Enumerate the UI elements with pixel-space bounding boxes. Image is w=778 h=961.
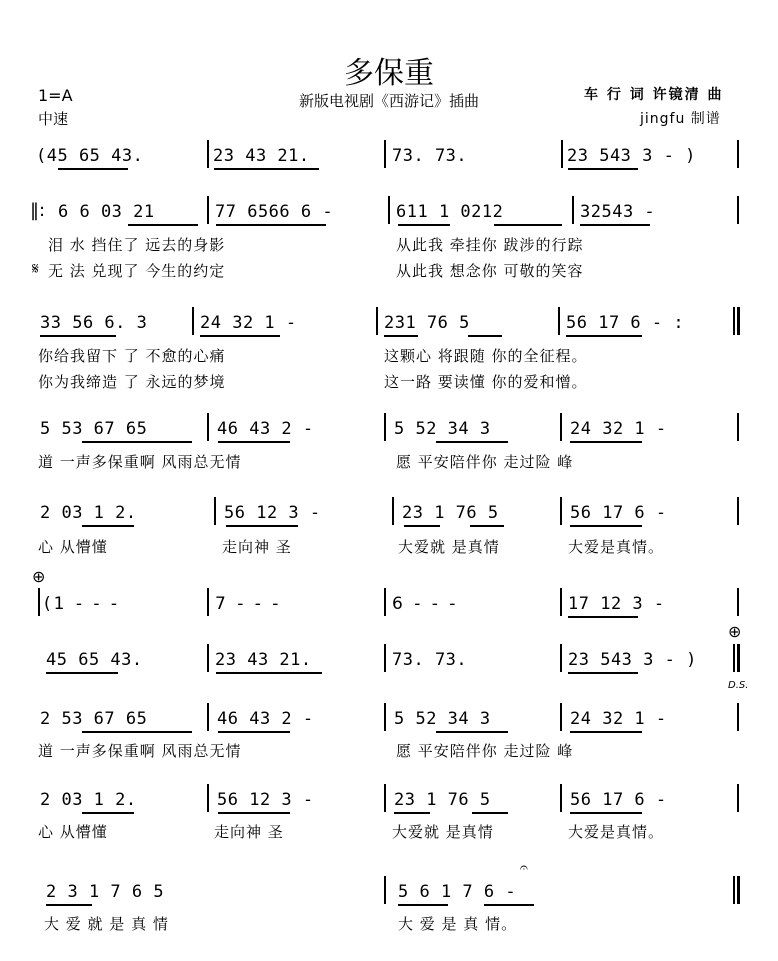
lyric-2b-left: 无 法 兑现了 今生的约定 bbox=[48, 262, 226, 280]
measure-34: 56 12 3 - bbox=[217, 790, 314, 810]
lyric-9-c: 大爱就 是真情 bbox=[392, 823, 494, 841]
measure-29: 2 53 67 65 bbox=[40, 709, 148, 729]
tempo-marking: 中速 bbox=[38, 110, 69, 128]
lyric-5-c: 大爱就 是真情 bbox=[398, 538, 500, 556]
measure-1: (45 65 43. bbox=[36, 146, 144, 166]
lyric-8-right: 愿 平安陪伴你 走过险 峰 bbox=[396, 742, 574, 760]
lyric-3a-left: 你给我留下 了 不愈的心痛 bbox=[38, 347, 226, 365]
lyric-9-b: 走向神 圣 bbox=[214, 823, 284, 841]
song-subtitle: 新版电视剧《西游记》插曲 bbox=[298, 92, 479, 110]
measure-17: 2 03 1 2. bbox=[40, 503, 137, 523]
measure-22: 7 - - - bbox=[215, 594, 282, 614]
lyric-4-right: 愿 平安陪伴你 走过险 峰 bbox=[396, 453, 574, 471]
measure-2: 23 43 21. bbox=[213, 146, 310, 166]
arranger-credit: jingfu 制谱 bbox=[640, 111, 721, 127]
measure-21: (1 - - - bbox=[44, 594, 121, 614]
measure-18: 56 12 3 - bbox=[224, 503, 321, 523]
measure-32: 24 32 1 - bbox=[570, 709, 667, 729]
lyric-3b-left: 你为我缔造 了 永远的梦境 bbox=[38, 373, 226, 391]
staff-row-7 bbox=[0, 650, 778, 694]
measure-36: 56 17 6 - bbox=[570, 790, 667, 810]
lyric-2a-left: 泪 水 挡住了 远去的身影 bbox=[48, 236, 226, 254]
measure-10: 24 32 1 - bbox=[200, 313, 297, 333]
lyric-9-d: 大爱是真情。 bbox=[568, 823, 665, 841]
measure-37: 2 3 1 7 6 5 bbox=[46, 882, 165, 902]
repeat-start: ‖: bbox=[30, 200, 46, 221]
measure-25: 45 65 43. bbox=[46, 650, 143, 670]
measure-6: 77 6566 6 - bbox=[215, 202, 334, 222]
lyric-3b-right: 这一路 要读懂 你的爱和憎。 bbox=[384, 373, 588, 391]
measure-5: 6 6 03 21 bbox=[58, 202, 155, 222]
measure-33: 2 03 1 2. bbox=[40, 790, 137, 810]
measure-8: 32543 - bbox=[580, 202, 656, 222]
measure-20: 56 17 6 - bbox=[570, 503, 667, 523]
coda-icon-2: ⊕ bbox=[728, 622, 742, 641]
fermata-icon: 𝄐 bbox=[520, 860, 528, 876]
measure-7: 611 1 0212 bbox=[396, 202, 504, 222]
measure-16: 24 32 1 - bbox=[570, 419, 667, 439]
measure-24: 17 12 3 - bbox=[568, 594, 665, 614]
lyric-10-right: 大 爱 是 真 情。 bbox=[398, 915, 518, 933]
key-signature: 1=A bbox=[38, 86, 73, 105]
song-title: 多保重 bbox=[344, 56, 434, 91]
lyric-3a-right: 这颗心 将跟随 你的全征程。 bbox=[384, 347, 588, 365]
ds-marking: D.S. bbox=[728, 680, 749, 691]
measure-14: 46 43 2 - bbox=[217, 419, 314, 439]
lyric-2a-right: 从此我 牵挂你 跋涉的行踪 bbox=[396, 236, 584, 254]
measure-26: 23 43 21. bbox=[215, 650, 312, 670]
measure-3: 73. 73. bbox=[392, 146, 468, 166]
measure-19: 23 1 76 5 bbox=[402, 503, 499, 523]
measure-11: 231 76 5 bbox=[384, 313, 470, 333]
lyric-9-a: 心 从懵懂 bbox=[38, 823, 108, 841]
lyric-8-left: 道 一声多保重啊 风雨总无情 bbox=[38, 742, 242, 760]
lyric-10-left: 大 爱 就 是 真 情 bbox=[44, 915, 169, 933]
measure-9: 33 56 6. 3 bbox=[40, 313, 148, 333]
staff-row-1 bbox=[0, 146, 778, 190]
staff-row-6 bbox=[0, 594, 778, 638]
measure-31: 5 52 34 3 bbox=[394, 709, 491, 729]
measure-30: 46 43 2 - bbox=[217, 709, 314, 729]
measure-13: 5 53 67 65 bbox=[40, 419, 148, 439]
measure-28: 23 543 3 - ) bbox=[568, 650, 697, 670]
lyric-2b-right: 从此我 想念你 可敬的笑容 bbox=[396, 262, 584, 280]
lyric-5-b: 走向神 圣 bbox=[222, 538, 292, 556]
measure-12: 56 17 6 - : bbox=[566, 313, 685, 333]
measure-27: 73. 73. bbox=[392, 650, 468, 670]
lyric-5-a: 心 从懵懂 bbox=[38, 538, 108, 556]
measure-4: 23 543 3 - ) bbox=[567, 146, 696, 166]
measure-15: 5 52 34 3 bbox=[394, 419, 491, 439]
measure-35: 23 1 76 5 bbox=[394, 790, 491, 810]
lyric-4-left: 道 一声多保重啊 风雨总无情 bbox=[38, 453, 242, 471]
lyric-5-d: 大爱是真情。 bbox=[568, 538, 665, 556]
coda-icon: ⊕ bbox=[32, 567, 46, 586]
measure-38: 5 6 1 7 6 - bbox=[398, 882, 517, 902]
segno-icon: 𝄋 bbox=[32, 259, 39, 278]
measure-23: 6 - - - bbox=[392, 594, 459, 614]
credits: 车 行 词 许镜清 曲 bbox=[584, 87, 724, 103]
